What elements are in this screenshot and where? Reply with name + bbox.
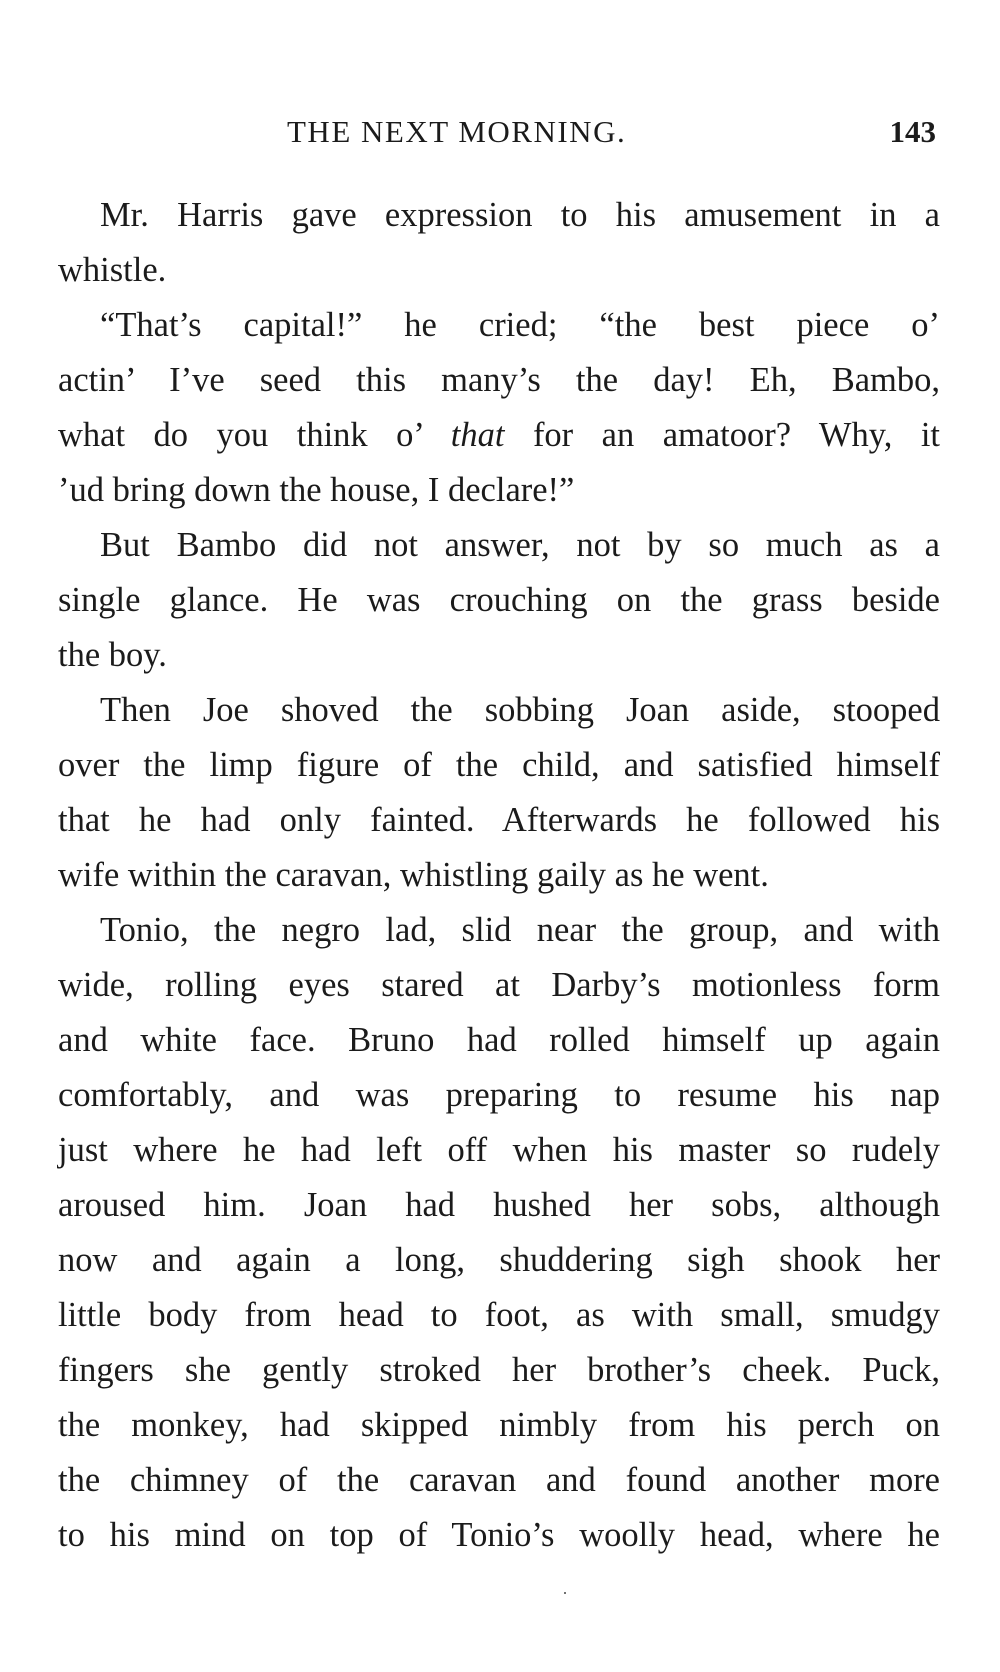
chapter-title: THE NEXT MORNING. xyxy=(287,114,627,149)
text-line: now and again a long, shuddering sigh shook her xyxy=(58,1241,940,1279)
text-line: over the limp figure of the child, and satisfied himself xyxy=(58,746,940,784)
text-line: “That’s capital!” he cried; “the best piece o’ xyxy=(100,306,940,344)
text-line: single glance. He was crouching on the grass beside xyxy=(58,581,940,619)
text-line: the boy. xyxy=(58,636,167,674)
text-line: Mr. Harris gave expression to his amusement in a xyxy=(100,196,940,234)
text-line: fingers she gently stroked her brother’s cheek. Puck, xyxy=(58,1351,940,1389)
text-line: aroused him. Joan had hushed her sobs, although xyxy=(58,1186,940,1224)
text-line: the chimney of the caravan and found another more xyxy=(58,1461,940,1499)
text-line: comfortably, and was preparing to resume his nap xyxy=(58,1076,940,1114)
text-line: wide, rolling eyes stared at Darby’s motionless form xyxy=(58,966,940,1004)
text-line: that he had only fainted. Afterwards he followed his xyxy=(58,801,940,839)
text-line: Then Joe shoved the sobbing Joan aside, stooped xyxy=(100,691,940,729)
body-text xyxy=(58,188,940,1563)
emphasis-that: that xyxy=(450,416,505,454)
ink-speck xyxy=(564,1592,566,1594)
text-line: ’ud bring down the house, I declare!” xyxy=(58,471,575,509)
page-number: 143 xyxy=(889,114,936,149)
text-line: whistle. xyxy=(58,251,167,289)
text-line: and white face. Bruno had rolled himself up again xyxy=(58,1021,940,1059)
text-line: wife within the caravan, whistling gaily as he went. xyxy=(58,856,769,894)
text-line: little body from head to foot, as with small, smudgy xyxy=(58,1296,940,1334)
text-line: what do you think o’ that for an amatoor? Why, it xyxy=(58,416,940,454)
text-line: to his mind on top of Tonio’s woolly head, where he xyxy=(58,1516,940,1554)
text-line: Tonio, the negro lad, slid near the group, and with xyxy=(100,911,940,949)
text-line: But Bambo did not answer, not by so much as a xyxy=(100,526,940,564)
running-head xyxy=(62,114,942,164)
text-line: just where he had left off when his master so rudely xyxy=(58,1131,940,1169)
text-line: actin’ I’ve seed this many’s the day! Eh, Bambo, xyxy=(58,361,940,399)
text-line: the monkey, had skipped nimbly from his perch on xyxy=(58,1406,940,1444)
